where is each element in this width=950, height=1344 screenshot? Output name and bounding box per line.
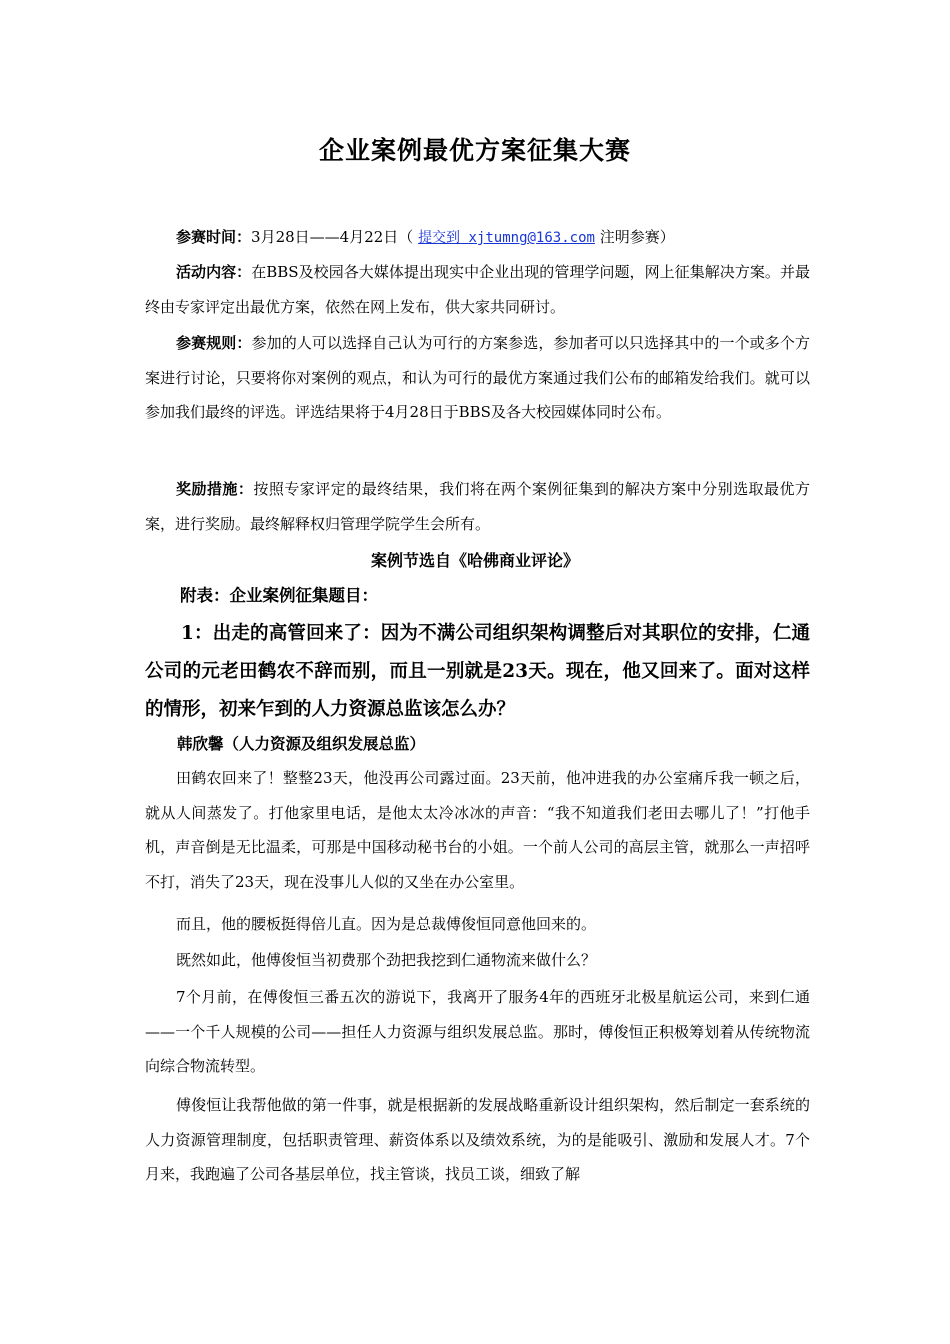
body-paragraph: 田鹤农回来了！整整23天，他没再公司露过面。23天前，他冲进我的办公室痛斥我一顿之后，就从人间蒸发了。打他家里电话，是他太太冷冰冰的声音：“我不知道我们老田去哪儿了！”打他手机，声音倒是无比温柔，可那是中国移动秘书台的小姐。一个前人公司的高层主管，就那么一声招呼不打，消失了23天，现在没事儿人似的又坐在办公室里。 — [145, 769, 810, 891]
appendix-heading: 附表：企业案例征集题目： — [180, 586, 378, 605]
case-author: 韩欣馨（人力资源及组织发展总监） — [177, 734, 426, 753]
document-title: 企业案例最优方案征集大赛 — [318, 136, 631, 165]
awards-separator: ： — [237, 480, 254, 498]
body-paragraph: 而且，他的腰板挺得倍儿直。因为是总裁傅俊恒同意他回来的。 — [176, 915, 597, 933]
submission-email-link[interactable]: 提交到 xjtumng@163.com — [418, 230, 595, 246]
activity-content-text: 在BBS及校园各大媒体提出现实中企业出现的管理学问题，网上征集解决方案。并最终由专家评定出最优方案，依然在网上发布，供大家共同研讨。 — [145, 263, 810, 316]
awards-label: 奖励措施 — [176, 480, 238, 498]
body-paragraph: 7个月前，在傅俊恒三番五次的游说下，我离开了服务4年的西班牙北极星航运公司，来到仁通——一个千人规模的公司——担任人力资源与组织发展总监。那时，傅俊恒正积极筹划着从传统物流向综合物流转型。 — [145, 988, 810, 1075]
contest-rules-text: 参加的人可以选择自己认为可行的方案参选，参加者可以只选择其中的一个或多个方案进行讨论，只要将你对案例的观点，和认为可行的最优方案通过我们公布的邮箱发给我们。就可以参加我们最终的评选。评选结果将于4月28日于BBS及各大校园媒体同时公布。 — [145, 334, 810, 421]
contest-time-label: 参赛时间 — [176, 228, 237, 246]
activity-content-separator: ： — [236, 263, 252, 281]
activity-content-paragraph — [145, 255, 810, 324]
contest-time-text: 3月28日——4月22日（ — [251, 228, 419, 246]
body-paragraph: 既然如此，他傅俊恒当初费那个劲把我挖到仁通物流来做什么？ — [176, 951, 597, 969]
body-paragraph: 傅俊恒让我帮他做的第一件事，就是根据新的发展战略重新设计组织架构，然后制定一套系统的人力资源管理制度，包括职责管理、薪资体系以及绩效系统，为的是能吸引、激励和发展人才。7个月来，我跑遍了公司各基层单位，找主管谈，找员工谈，细致了解 — [145, 1096, 810, 1183]
contest-time-paragraph — [145, 220, 810, 256]
contest-rules-separator: ： — [236, 334, 252, 352]
activity-content-label: 活动内容 — [176, 263, 237, 281]
contest-rules-paragraph — [145, 326, 810, 430]
awards-text: 按照专家评定的最终结果，我们将在两个案例征集到的解决方案中分别选取最优方案，进行奖励。最终解释权归管理学院学生会所有。 — [145, 480, 810, 533]
contest-time-note: 注明参赛） — [594, 228, 675, 246]
contest-time-separator: ： — [236, 228, 252, 246]
contest-rules-label: 参赛规则 — [176, 334, 237, 352]
awards-paragraph — [145, 472, 810, 541]
source-heading: 案例节选自《哈佛商业评论》 — [370, 551, 579, 570]
case-question-1: 1：出走的高管回来了：因为不满公司组织架构调整后对其职位的安排，仁通公司的元老田鹤农不辞而别，而且一别就是23天。现在，他又回来了。面对这样的情形，初来乍到的人力资源总监该怎么办？ — [145, 623, 810, 720]
